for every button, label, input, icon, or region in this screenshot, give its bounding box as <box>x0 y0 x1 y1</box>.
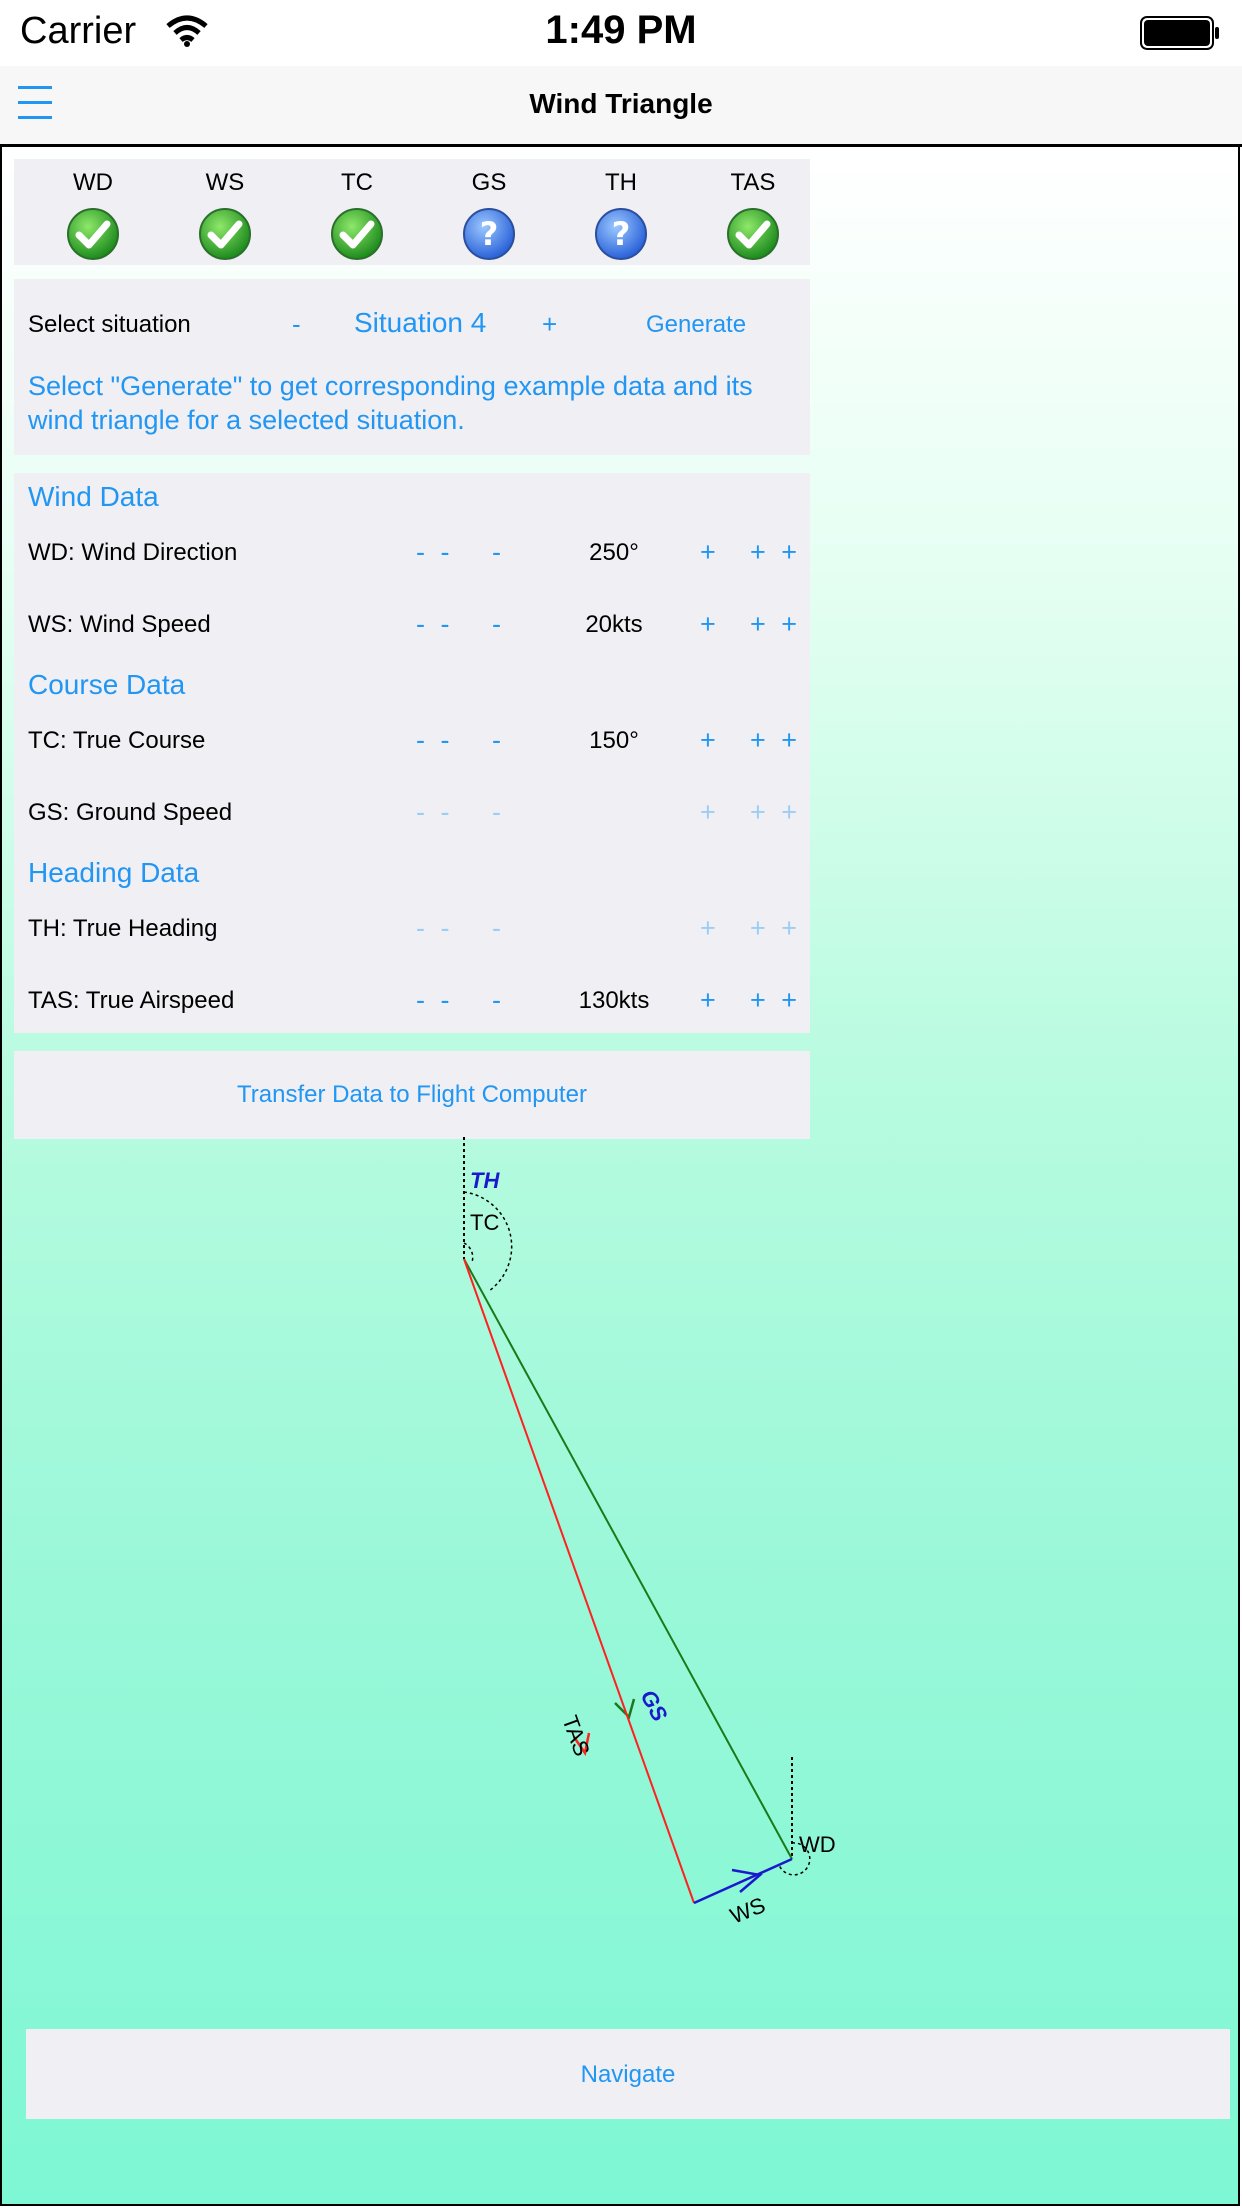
check-icon <box>726 207 780 261</box>
decrease-button[interactable]: - <box>492 537 501 567</box>
th-label: TH <box>470 1168 500 1193</box>
increase-large-button[interactable]: + + <box>750 913 802 943</box>
page-title: Wind Triangle <box>529 88 713 119</box>
course-data-heading: Course Data <box>28 669 186 700</box>
row-label: TAS: True Airspeed <box>28 987 235 1014</box>
carrier-label: Carrier <box>20 10 137 52</box>
wind-speed-row <box>14 607 810 647</box>
wind-direction-row <box>14 535 810 575</box>
decrease-large-button[interactable]: - - <box>416 985 454 1015</box>
status-th <box>555 159 687 261</box>
row-value: 20kts <box>585 611 643 638</box>
increase-large-button[interactable]: + + <box>750 725 802 755</box>
transfer-button[interactable] <box>14 1051 810 1139</box>
situation-label: Select situation <box>28 311 191 338</box>
transfer-label: Transfer Data to Flight Computer <box>237 1081 587 1108</box>
navigate-button[interactable] <box>26 2029 1230 2119</box>
row-label: WS: Wind Speed <box>28 611 211 638</box>
decrease-large-button[interactable]: - - <box>416 797 454 827</box>
status-gs <box>423 159 555 261</box>
status-bar <box>0 0 1242 66</box>
battery-icon <box>1140 16 1220 50</box>
generate-button[interactable]: Generate <box>646 311 747 338</box>
increase-large-button[interactable]: + + <box>750 985 802 1015</box>
wd-label: WD <box>799 1832 836 1857</box>
status-tas <box>687 159 819 261</box>
increase-button[interactable]: + <box>700 797 716 827</box>
wind-data-heading: Wind Data <box>28 481 159 512</box>
increase-large-button[interactable]: + + <box>750 609 802 639</box>
question-icon <box>462 207 516 261</box>
wind-triangle-diagram <box>2 1137 1240 2097</box>
status-label: WD <box>73 169 113 196</box>
gs-vector <box>464 1259 792 1859</box>
decrease-large-button[interactable]: - - <box>416 609 454 639</box>
decrease-large-button[interactable]: - - <box>416 725 454 755</box>
situation-panel <box>14 279 810 455</box>
check-icon <box>198 207 252 261</box>
navigation-bar <box>0 66 1242 147</box>
status-tc <box>291 159 423 261</box>
status-wd <box>27 159 159 261</box>
check-icon <box>66 207 120 261</box>
status-ws <box>159 159 291 261</box>
row-label: TH: True Heading <box>28 915 218 942</box>
true-course-row <box>14 723 810 763</box>
situation-value: Situation 4 <box>354 307 487 338</box>
tas-vector <box>464 1259 694 1903</box>
data-panel <box>14 473 810 1033</box>
status-label: WS <box>205 169 245 196</box>
decrease-button[interactable]: - <box>492 797 501 827</box>
navigate-label: Navigate <box>580 2061 676 2088</box>
true-heading-row <box>14 911 810 951</box>
decrease-button[interactable]: - <box>492 609 501 639</box>
true-airspeed-row <box>14 983 810 1023</box>
increase-large-button[interactable]: + + <box>750 797 802 827</box>
status-label: GS <box>471 169 507 196</box>
check-icon <box>330 207 384 261</box>
gs-label: GS <box>635 1685 673 1726</box>
ground-speed-row <box>14 795 810 835</box>
increase-button[interactable]: + <box>700 985 716 1015</box>
row-label: GS: Ground Speed <box>28 799 233 826</box>
status-label: TH <box>605 169 637 196</box>
row-value: 150° <box>589 727 639 754</box>
increase-button[interactable]: + <box>700 609 716 639</box>
decrease-large-button[interactable]: - - <box>416 913 454 943</box>
decrease-button[interactable]: - <box>492 913 501 943</box>
row-label: TC: True Course <box>28 727 206 754</box>
svg-text:?: ? <box>611 215 631 253</box>
decrease-large-button[interactable]: - - <box>416 537 454 567</box>
tas-label: TAS <box>557 1712 595 1760</box>
situation-info: Select "Generate" to get corresponding example data and its wind triangle for a selected situation. <box>28 371 753 435</box>
status-label: TAS <box>730 169 776 196</box>
tc-label: TC <box>470 1210 500 1235</box>
row-value: 130kts <box>578 987 650 1014</box>
status-panel <box>14 159 810 265</box>
content-area <box>0 147 1240 2206</box>
svg-text:?: ? <box>479 215 499 253</box>
increase-large-button[interactable]: + + <box>750 537 802 567</box>
increase-button[interactable]: + <box>700 913 716 943</box>
ws-vector <box>694 1859 792 1903</box>
heading-data-heading: Heading Data <box>28 857 200 888</box>
status-label: TC <box>341 169 373 196</box>
th-angle-arc <box>464 1243 473 1262</box>
situation-next-button[interactable]: + <box>542 309 558 339</box>
row-value: 250° <box>589 539 639 566</box>
increase-button[interactable]: + <box>700 537 716 567</box>
row-label: WD: Wind Direction <box>28 539 238 566</box>
increase-button[interactable]: + <box>700 725 716 755</box>
situation-previous-button[interactable]: - <box>292 309 301 339</box>
clock: 1:49 PM <box>545 8 697 52</box>
decrease-button[interactable]: - <box>492 985 501 1015</box>
ws-label: WS <box>726 1892 769 1929</box>
decrease-button[interactable]: - <box>492 725 501 755</box>
question-icon <box>594 207 648 261</box>
